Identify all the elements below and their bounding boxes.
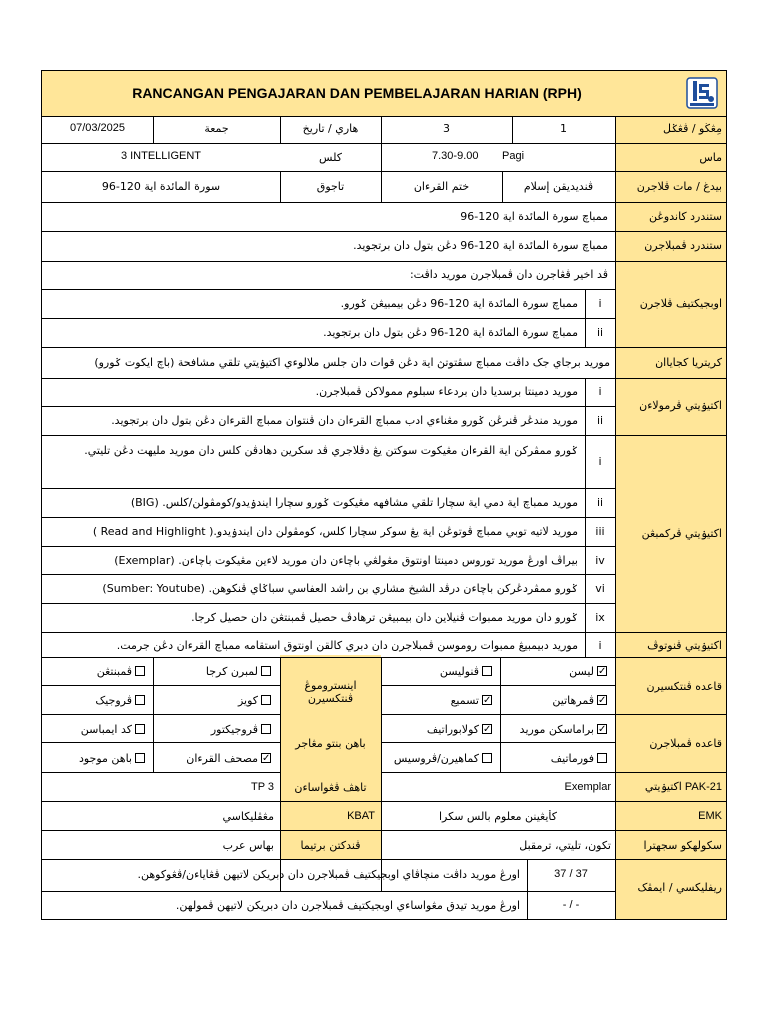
refleksi-text: اورڠ موريد داڤت منچاڤاي اوبجيكتيف ڤمبلاجرن دان دبريكن لاتيهن ڤڠاياءن/ڤڠوكوهن. [137, 868, 520, 881]
penutup-num: i [598, 639, 602, 652]
masa-label: ماس [699, 151, 722, 164]
permulaan-label: اکتيۏيتي ڤرمولاءن [639, 399, 722, 412]
option-label: تسميع [450, 694, 479, 707]
checkbox-pemerhatian[interactable]: ✓ [598, 695, 607, 706]
checkbox-kuiz[interactable] [261, 695, 271, 705]
checkbox-mushaf[interactable]: ✓ [262, 753, 271, 764]
standard-kandungan-label: ستندرد كاندوڠن [648, 210, 722, 223]
kelas-value: 3 INTELLIGENT [120, 150, 202, 162]
session-value: Pagi [502, 150, 525, 162]
checkbox-formatif[interactable] [597, 753, 607, 763]
tajuk-value: سورة المائدة اية 120-96 [101, 180, 221, 193]
kbat-label: KBAT [347, 810, 375, 822]
refleksi-text: اورڠ موريد تيدق مڠواساءي اوبجيكتيف ڤمبلاجرن دان دبريكن لاتيهن ڤمولهن. [175, 899, 520, 912]
bahan-label: باهن بنتو مڠاجر [295, 737, 366, 750]
tajuk-label: تاجوق [316, 180, 345, 193]
perkembangan-num: iv [595, 554, 605, 567]
bidang-label: بيدغ / مات ڤلاجرن [636, 180, 722, 193]
checkbox-penulisan[interactable] [482, 666, 492, 676]
option-label: باهن موجود [78, 752, 132, 765]
permulaan-num: i [598, 385, 602, 398]
checkbox-tasmik[interactable]: ✓ [483, 695, 492, 706]
page-title: RANCANGAN PENGAJARAN DAN PEMBELAJARAN HARIAN (RPH) [132, 85, 582, 101]
checkbox-pembentangan[interactable] [135, 666, 145, 676]
standard-kandungan-value: ممباچ سورة المائدة اية 120-96 [460, 210, 608, 223]
option-label: مصحف القرءان [186, 752, 258, 765]
perkembangan-item: بيراڤ اورڠ موريد توروس دمينتا اونتوق مڠولڠي باچاءن دان موريد لاءين مڠيكوت باچاءن. (Exemplar) [114, 554, 578, 567]
perkembangan-num: vi [595, 582, 605, 595]
pak21-value: Exemplar [564, 781, 611, 793]
day-value: جمعة [204, 122, 229, 135]
hari-number: 3 [443, 122, 450, 135]
perkembangan-num: ix [595, 611, 605, 624]
objektif-num: ii [596, 326, 604, 339]
objektif-label: اوبجيكتيف ڤلاجرن [639, 297, 722, 310]
tahap-value: TP 3 [250, 781, 274, 793]
kelas-label: كلس [319, 151, 342, 164]
standard-pembelajaran-value: ممباچ سورة المائدة اية 120-96 دڠن بتول دان برتجويد. [353, 239, 608, 252]
perkembangan-item: ݢورو دان موريد ممبوات ڤنيلاين دان بيمبيڠن ترهادڤ حصيل ڤمبنتڠن دان حصيل كرجا. [191, 611, 578, 624]
perkembangan-num: ii [596, 496, 604, 509]
objektif-item: ممباچ سورة المائدة اية 120-96 دڠن بتول دان برتجويد. [323, 326, 578, 339]
label-column [615, 116, 726, 919]
option-label: كماهيرن/ڤروسيس [393, 752, 479, 765]
tahap-label: تاهڤ ڤڠواساءن [294, 781, 367, 794]
rph-table [41, 70, 727, 920]
checkbox-berpusatkan-murid[interactable]: ✓ [598, 724, 607, 735]
permulaan-item: موريد دمينتا برسديا دان بردعاء سبلوم ممولاكن ڤمبلاجرن. [315, 385, 578, 398]
date-value: 07/03/2025 [69, 122, 126, 134]
kbat-value: مڠڤليكاسي [222, 810, 274, 823]
option-label: ڤروجيكتور [210, 723, 258, 736]
objektif-num: i [598, 297, 602, 310]
kriteria-value: موريد برجاي جک داڤت ممباچ سڤتوتڽ اية دڠن قوات دان جلس ملالوءي اکتيۏيتي تلقي مشافحة (باچ ايكوت ݢورو) [94, 356, 610, 369]
perkembangan-num: i [598, 455, 602, 468]
time-value: 7.30-9.00 [432, 150, 479, 162]
option-label: لمبرن كرجا [205, 665, 258, 678]
subject-value: ڤنديديقن إسلام [523, 180, 594, 193]
permulaan-num: ii [596, 414, 604, 427]
option-label: ڤمرهاتين [552, 694, 594, 707]
perkembangan-item: ݢورو ممڤركن اية القرءان مڠيكوت سوكتن يڠ دڤلاجري ڤد سکرين دهادڤن كلس دان موريد مليهت دڠن تليتي. [84, 444, 578, 457]
option-label: كولابوراتيف [426, 723, 479, 736]
kaedah-pentaksiran-label: قاعده ڤنتكسيرن [646, 680, 722, 693]
bahasa-value: بهاس عرب [222, 839, 274, 852]
checkbox-lisan[interactable]: ✓ [598, 666, 607, 677]
option-label: فورماتيف [550, 752, 594, 765]
emk-value: كأيڠينن معلوم بالس سكرا [439, 810, 557, 823]
refleksi-count: 37 / 37 [554, 868, 588, 880]
option-label: ڤنوليسن [439, 665, 479, 678]
bidang-value: ختم القرءان [413, 180, 470, 193]
penutup-item: موريد دبيمبيڠ ممبوات روموسن ڤمبلاجرن دان دبري كالقن اونتوق استقامه ممباچ القرءان دڠن جرمت. [116, 639, 578, 652]
checkbox-kemahiran[interactable] [482, 753, 492, 763]
objektif-intro: ڤد اخير ڤڠاجرن دان ڤمبلاجرن موريد داڤت: [409, 268, 608, 281]
option-label: كد ايمباسن [80, 723, 132, 736]
standard-pembelajaran-label: ستندرد ڤمبلاجرن [644, 239, 722, 252]
checkbox-projek[interactable] [135, 695, 145, 705]
sejahtera-label: سکولهکو سجهترا [643, 839, 722, 852]
perkembangan-item: موريد لاتيه توبي ممباچ ڤوتوڠن اية يڠ سوكر سچارا كلس، كومڤولن دان ايندۏيدو.( Read and Highlight ) [92, 525, 578, 538]
option-label: ڤروجيک [95, 694, 132, 707]
perkembangan-num: iii [595, 525, 605, 538]
refleksi-label: ريفليكسي / ايمڤک [637, 881, 722, 894]
perkembangan-label: اکتيۏيتي ڤرکمبڠن [641, 527, 722, 540]
option-label: ليسن [569, 665, 594, 678]
checkbox-lembaran-kerja[interactable] [261, 666, 271, 676]
school-crest-icon [685, 76, 719, 110]
perkembangan-item: ݢورو ممڤردڠركن باچاءن درڤد الشيخ مشاري بن راشد العفاسي سباݢاي ڤنكوهن. (Sumber: Youtube) [102, 582, 578, 595]
checkbox-kad-imbasan[interactable] [135, 724, 145, 734]
hari-tarikh-label: هاري / تاريخ [302, 122, 359, 135]
option-label: كويز [237, 694, 258, 707]
sejahtera-value: تكون، تليتي، ترمقبل [519, 839, 611, 852]
kriteria-label: كريتريا كجاياان [655, 356, 722, 369]
minggu-label: مِڠڬو / ڤڠݢل [663, 122, 722, 135]
checkbox-projektor[interactable] [261, 724, 271, 734]
objektif-item: ممباچ سورة المائدة اية 120-96 دڠن بيمبيڠن ݢورو. [340, 297, 578, 310]
pak21-label: PAK-21 اکتيۏيتي [644, 781, 722, 793]
perkembangan-item: موريد ممباچ اية دمي اية سچارا تلقي مشافهه مڠيكوت ݢورو سچارا ايندۏيدو/كومڤولن/كلس. (BIG) [130, 496, 578, 509]
refleksi-count: - / - [562, 899, 580, 911]
kaedah-pembelajaran-label: قاعده ڤمبلاجرن [649, 737, 722, 750]
instrumen-label: اينستروموڠ ڤنتكسيرن [304, 679, 357, 705]
minggu-value: 1 [560, 122, 567, 135]
penutup-label: اکتيۏيتي ڤنوتوڤ [647, 639, 722, 652]
permulaan-item: موريد مندڠر ڤنرڠن ݢورو مڠناءي ادب ممباچ القرءان دان ڤنتوان ممباچ القرءان دڠن بتول دان برتجويد. [111, 414, 578, 427]
checkbox-bahan-maujud[interactable] [135, 753, 145, 763]
emk-label: EMK [698, 810, 722, 822]
option-label: براماسكن موريد [519, 723, 594, 736]
checkbox-kolaboratif[interactable]: ✓ [483, 724, 492, 735]
bahasa-label: ڤندكتن برتيما [300, 839, 361, 852]
option-label: ڤمبنتڠن [96, 665, 132, 678]
